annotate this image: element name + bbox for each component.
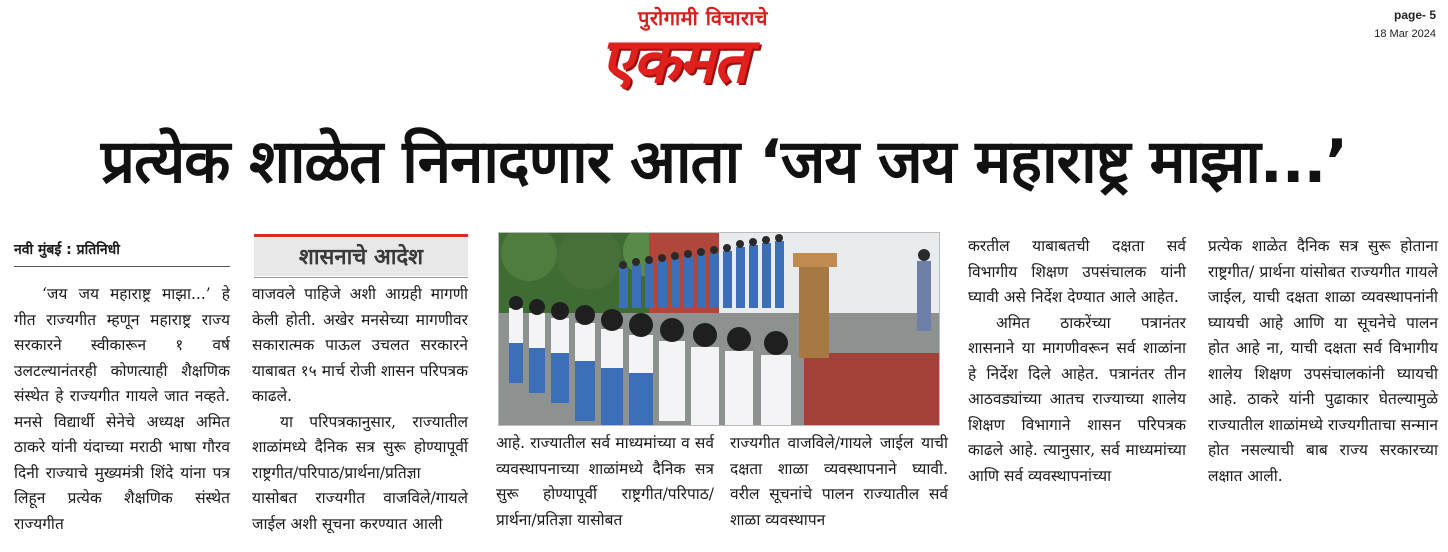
article-byline: नवी मुंबई : प्रतिनिधी bbox=[14, 242, 120, 258]
byline-divider bbox=[14, 266, 230, 267]
paragraph: आहे. राज्यातील सर्व माध्यमांच्या व सर्व व्यवस्थापनाच्या शाळांमध्ये दैनिक सत्र सुरू होण्यापूर्वी राष्ट्रगीत/परिपाठ/प्रार्थना/प्रतिज्ञा यासोबत bbox=[496, 434, 714, 529]
masthead-tagline: पुरोगामी विचाराचे bbox=[637, 6, 768, 30]
article-column-4 bbox=[730, 431, 948, 533]
page-number: page- 5 bbox=[1393, 8, 1436, 22]
paragraph: अमित ठाकरेंच्या पत्रानंतर शासनाने या मागणीवरून सर्व शाळांना हे निर्देश दिले आहेत. पत्रानंतर तीन आठवड्यांच्या आतच राज्याच्या शालेय शिक्षण विभागाने शासन परिपत्रक काढले आहे. त्यानुसार, सर्व माध्यमांच्या आणि सर्व व्यवस्थापनांच्या bbox=[968, 313, 1186, 485]
article-headline: प्रत्येक शाळेत निनादणार आता ‘जय जय महाराष्ट्र माझा...’ bbox=[100, 127, 1348, 197]
paragraph: ‘जय जय महाराष्ट्र माझा...’ हे गीत राज्यगीत म्हणून महाराष्ट्र राज्य सरकारने स्वीकारून १ वर्ष उलटल्यानंतरही कोणत्याही शैक्षणिक संस्थेत हे राज्यगीत गायले जात नव्हते. मनसे विद्यार्थी सेनेचे अध्यक्ष अमित ठाकरे यांनी यंदाच्या मराठी भाषा गौरव दिनी राज्याचे मुख्यमंत्री शिंदे यांना पत्र लिहून प्रत्येक शैक्षणिक संस्थेत राज्यगीत bbox=[14, 285, 230, 533]
paragraph: राज्यगीत वाजविले/गायले जाईल याची दक्षता शाळा व्यवस्थापनाने घ्यावी. वरील सूचनांचे पालन राज्यातील सर्व शाळा व्यवस्थापन bbox=[730, 434, 948, 529]
school-assembly-photo bbox=[498, 232, 940, 426]
paragraph: प्रत्येक शाळेत दैनिक सत्र सुरू होताना राष्ट्रगीत/ प्रार्थना यांसोबत राज्यगीत गायले जाईल, याची दक्षता शाळा व्यवस्थापनांनी घ्यायची आहे आणि या सूचनेचे पालन होत आहे ना, याची दक्षता सर्व विभागीय शालेय शिक्षण उपसंचालकांनी घ्यायची आहे. ठाकरे यांनी पुढाकार घेतल्यामुळे राज्यातील शाळांमध्ये राज्यगीताचा सन्मान होत नसल्याची बाब राज्य सरकारच्या लक्षात आली. bbox=[1208, 237, 1438, 485]
section-label: शासनाचे आदेश bbox=[254, 238, 468, 276]
article-column-2 bbox=[252, 282, 468, 537]
article-column-1 bbox=[14, 282, 230, 537]
newspaper-logo: एकमत bbox=[600, 24, 747, 97]
article-column-5 bbox=[968, 234, 1186, 489]
article-column-6 bbox=[1208, 234, 1438, 489]
issue-date: 18 Mar 2024 bbox=[1374, 28, 1436, 40]
paragraph: करतील याबाबतची दक्षता सर्व विभागीय शिक्षण उपसंचालक यांनी घ्यावी असे निर्देश देण्यात आले आहेत. bbox=[968, 237, 1186, 306]
photo-illustration bbox=[499, 233, 939, 425]
section-box-top-rule bbox=[254, 234, 468, 237]
article-column-3 bbox=[496, 431, 714, 533]
section-box-bottom-rule bbox=[254, 277, 468, 278]
paragraph: या परिपत्रकानुसार, राज्यातील शाळांमध्ये दैनिक सत्र सुरू होण्यापूर्वी राष्ट्रगीत/परिपाठ/प्रार्थना/प्रतिज्ञा यासोबत राज्यगीत वाजविले/गायले जाईल अशी सूचना करण्यात आली bbox=[252, 412, 468, 533]
paragraph: वाजवले पाहिजे अशी आग्रही मागणी केली होती. अखेर मनसेच्या मागणीवर सकारात्मक पाऊल उचलत सरकारने याबाबत १५ मार्च रोजी शासन परिपत्रक काढले. bbox=[252, 285, 468, 405]
